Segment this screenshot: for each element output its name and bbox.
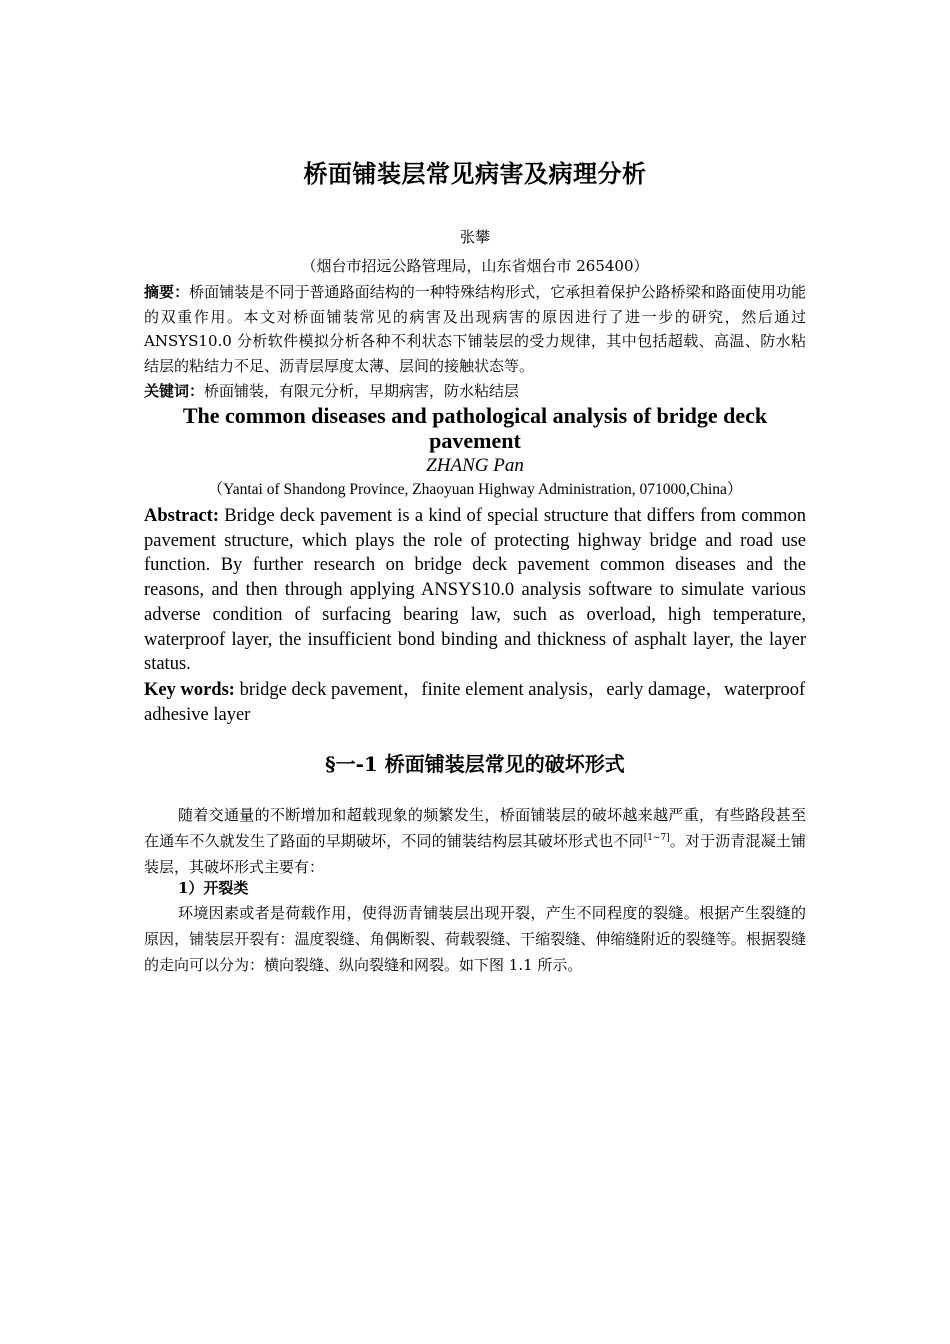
chinese-title: 桥面铺装层常见病害及病理分析 <box>303 159 647 188</box>
body-paragraph-1 <box>144 802 806 880</box>
english-abstract-text: Bridge deck pavement is a kind of special structure that differs from common pavement structure, which plays the role of protecting highway bridge and road use function. By further research on bridge deck pavement common diseases and the reasons, and then through applying ANSYS10.0 analysis software to simulate various adverse condition of surfacing bearing law, such as overload, high temperature, waterproof layer, the insufficient bond binding and thickness of asphalt layer, the layer status. <box>144 506 806 675</box>
english-keywords <box>144 678 806 727</box>
citation-ref: [1~7] <box>643 833 670 843</box>
chinese-keywords <box>144 379 806 403</box>
chinese-keywords-text: 桥面铺装，有限元分析，早期病害，防水粘结层 <box>204 382 520 400</box>
paragraph-1-text-a: 随着交通量的不断增加和超载现象的频繁发生，桥面铺装层的破坏越来越严重，有些路段甚至在通车不久就发生了路面的早期破坏，不同的铺装结构层其破坏形式也不同 <box>144 806 806 850</box>
chinese-abstract-label: 摘要： <box>144 283 190 301</box>
paragraph-1-text-b: 。对于沥青混凝土铺装层，其破坏形式主要有： <box>144 832 806 876</box>
english-affiliation: （Yantai of Shandong Province, Zhaoyuan Highway Administration, 071000,China） <box>207 481 743 498</box>
english-abstract-label: Abstract: <box>144 506 220 526</box>
english-keywords-text: bridge deck pavement，finite element analysis，early damage，waterproof adhesive layer <box>144 680 806 725</box>
english-abstract <box>144 504 806 677</box>
english-title: The common diseases and pathological analysis of bridge deck pavement <box>182 403 768 453</box>
english-keywords-label: Key words: <box>144 680 235 700</box>
chinese-abstract <box>144 280 806 378</box>
chinese-affiliation: （烟台市招远公路管理局，山东省烟台市 265400） <box>301 257 649 275</box>
chinese-keywords-label: 关键词： <box>144 382 205 400</box>
subsection-heading: 1）开裂类 <box>178 879 249 897</box>
section-heading: §一-1 桥面铺装层常见的破坏形式 <box>325 752 625 776</box>
chinese-abstract-text: 桥面铺装是不同于普通路面结构的一种特殊结构形式，它承担着保护公路桥梁和路面使用功能的双重作用。本文对桥面铺装常见的病害及出现病害的原因进行了进一步的研究，然后通过 ANSYS10.0 分析软件模拟分析各种不利状态下铺装层的受力规律，其中包括超载、高温、防水粘结层的粘结力不足、沥青层厚度太薄、层间的接触状态等。 <box>144 283 806 375</box>
body-paragraph-2: 环境因素或者是荷载作用，使得沥青铺装层出现开裂，产生不同程度的裂缝。根据产生裂缝的原因，铺装层开裂有：温度裂缝、角偶断裂、荷载裂缝、干缩裂缝、伸缩缝附近的裂缝等。根据裂缝的走向可以分为：横向裂缝、纵向裂缝和网裂。如下图 1.1 所示。 <box>144 904 806 974</box>
english-author: ZHANG Pan <box>426 455 524 476</box>
chinese-author: 张攀 <box>459 228 490 246</box>
